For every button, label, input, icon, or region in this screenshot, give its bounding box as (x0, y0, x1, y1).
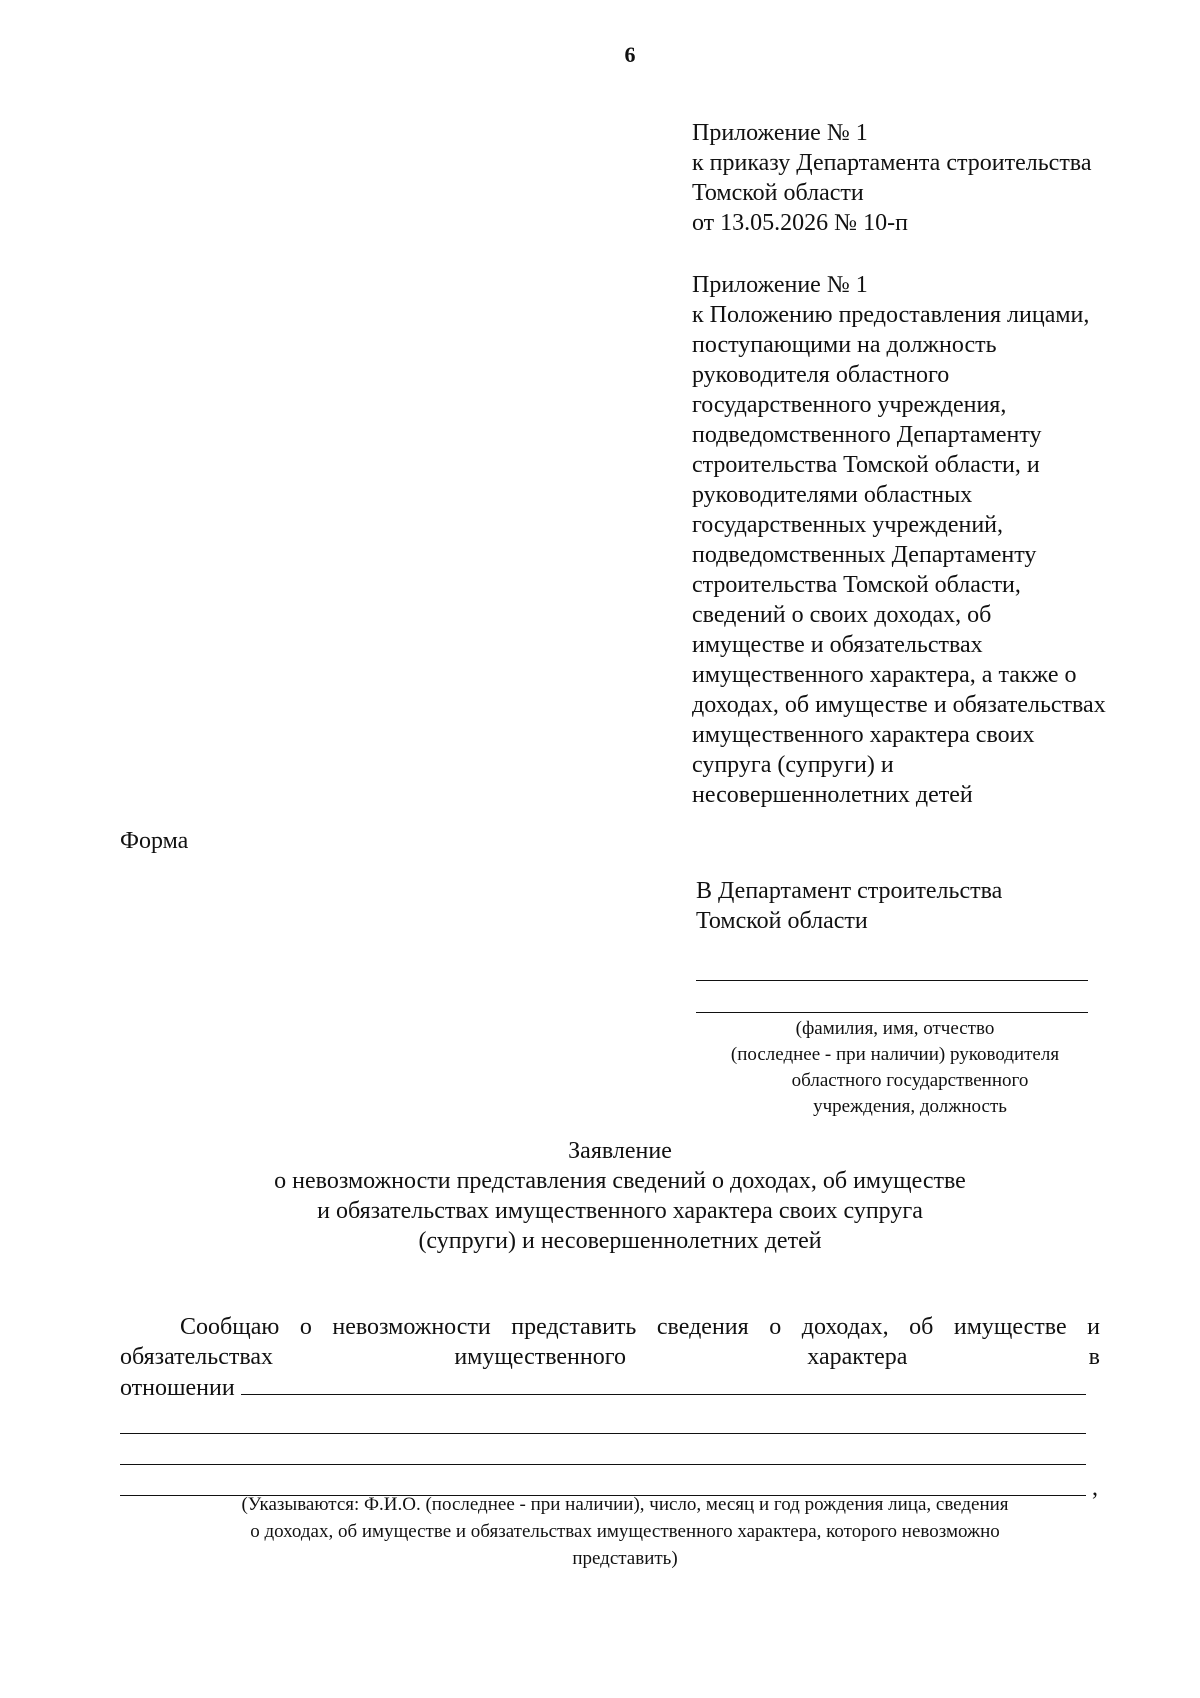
statement-title (120, 1136, 1120, 1256)
details-blank-line[interactable] (120, 1403, 1086, 1434)
caption-line: (последнее - при наличии) руководителя (730, 1044, 1060, 1065)
appendix-line: сведений о своих доходах, об (692, 602, 992, 628)
in-relation-line (120, 1372, 1100, 1403)
form-label: Форма (120, 828, 189, 854)
note-line: представить) (572, 1548, 678, 1569)
appendix-line: несовершеннолетних детей (692, 782, 973, 808)
appendix-line: к Положению предоставления лицами, (692, 302, 1090, 328)
addressee (696, 876, 1002, 936)
body-line-justified (120, 1342, 1100, 1372)
appendix-line: имуществе и обязательствах (692, 632, 983, 658)
note-line: о доходах, об имуществе и обязательствах имущественного характера, которого невозможно (250, 1521, 1000, 1542)
caption-line: областного государственного (791, 1070, 1029, 1091)
title-line: и обязательствах имущественного характера своих супруга (317, 1198, 923, 1224)
applicant-name-blank[interactable] (696, 980, 1088, 981)
appendix-line: Приложение № 1 (692, 120, 868, 146)
title-line: (супруги) и несовершеннолетних детей (418, 1228, 822, 1254)
in-relation-label: отношении (120, 1375, 235, 1401)
instruction-note (150, 1491, 1100, 1572)
caption-line: учреждения, должность (813, 1096, 1007, 1117)
body-word: характера (807, 1344, 908, 1370)
person-details-blank[interactable] (241, 1372, 1086, 1395)
addressee-caption (690, 1016, 1100, 1120)
appendix-line: к приказу Департамента строительства (692, 150, 1092, 176)
addressee-line: В Департамент строительства (696, 878, 1003, 904)
appendix-header-regulation (692, 270, 1106, 810)
page-number: 6 (624, 42, 636, 67)
appendix-line: подведомственных Департаменту (692, 542, 1037, 568)
appendix-line: Томской области (692, 180, 864, 206)
appendix-line: доходах, об имуществе и обязательствах (692, 692, 1106, 718)
addressee-line: Томской области (696, 908, 868, 934)
appendix-header-order (692, 118, 1091, 238)
applicant-position-blank[interactable] (696, 1012, 1088, 1013)
appendix-line: государственных учреждений, (692, 512, 1004, 538)
appendix-line: строительства Томской области, (692, 572, 1021, 598)
note-line: (Указываются: Ф.И.О. (последнее - при наличии), число, месяц и год рождения лица, сведения (241, 1494, 1009, 1515)
appendix-line: руководителя областного (692, 362, 950, 388)
appendix-line: государственного учреждения, (692, 392, 1007, 418)
title-line: о невозможности представления сведений о доходах, об имуществе (274, 1168, 966, 1194)
appendix-line: руководителями областных (692, 482, 973, 508)
appendix-line: Приложение № 1 (692, 272, 868, 298)
body-line: Сообщаю о невозможности представить сведения о доходах, об имуществе и (180, 1314, 1100, 1340)
title-line: Заявление (568, 1138, 672, 1164)
statement-body (120, 1312, 1100, 1501)
details-blank-line[interactable] (120, 1434, 1086, 1465)
appendix-line: от 13.05.2026 № 10-п (692, 210, 908, 236)
trailing-comma: , (1092, 1475, 1098, 1501)
appendix-line: поступающими на должность (692, 332, 997, 358)
body-word: в (1088, 1344, 1100, 1370)
appendix-line: имущественного характера, а также о (692, 662, 1077, 688)
body-word: имущественного (454, 1344, 626, 1370)
appendix-line: строительства Томской области, и (692, 452, 1040, 478)
appendix-line: подведомственного Департаменту (692, 422, 1042, 448)
caption-line: (фамилия, имя, отчество (795, 1018, 995, 1039)
appendix-line: имущественного характера своих (692, 722, 1035, 748)
appendix-line: супруга (супруги) и (692, 752, 894, 778)
body-word: обязательствах (120, 1344, 274, 1370)
